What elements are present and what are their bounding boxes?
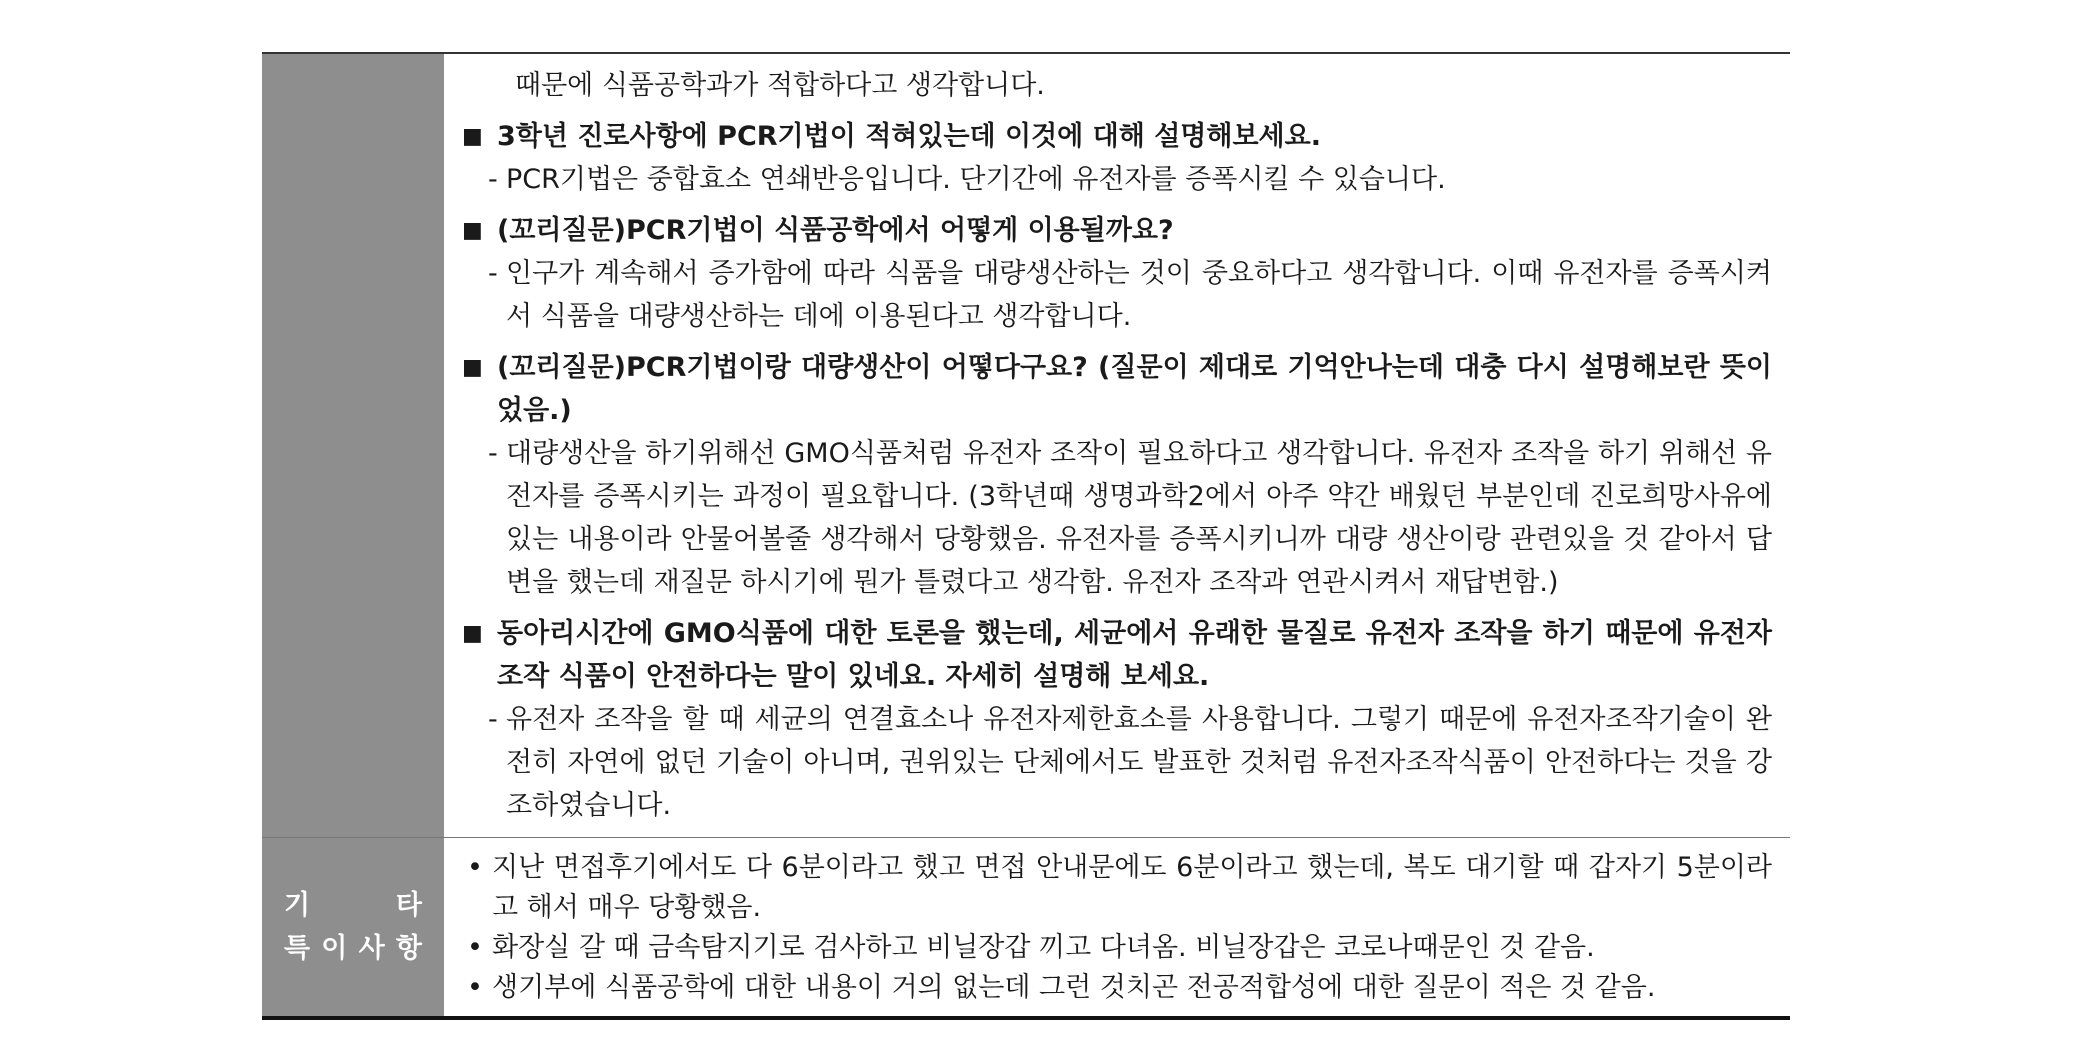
square-bullet-icon: ■ [462,124,483,149]
question-text: (꼬리질문)PCR기법이 식품공학에서 어떻게 이용될까요? [497,215,1174,246]
bullet-dot: • [467,852,483,883]
question-text: (꼬리질문)PCR기법이랑 대량생산이 어떻다구요? (질문이 제대로 기억안나는데 대충 다시 설명해보란 뜻이었음.) [497,352,1772,426]
interview-table [262,52,1790,1020]
dash-marker: - [488,438,498,469]
answer-text: 유전자 조작을 할 때 세균의 연결효소나 유전자제한효소를 사용합니다. 그렇기 때문에 유전자조작기술이 완전히 자연에 없던 기술이 아니며, 권위있는 단체에서도 발표한 것처럼 유전자조작식품이 안전하다는 것을 강조하였습니다. [506,704,1772,821]
qa-content-cell [444,54,1790,837]
note-text: 화장실 갈 때 금속탐지기로 검사하고 비닐장갑 끼고 다녀옴. 비닐장갑은 코로나때문인 것 같음. [492,932,1595,963]
label-char: 기 [284,890,311,921]
label-char: 사 [358,933,385,964]
bullet-dot: • [467,972,483,1003]
note-item [458,968,1772,1008]
label-char: 특 [284,933,311,964]
answer-2 [488,252,1772,338]
square-bullet-icon: ■ [462,218,483,243]
note-text: 지난 면접후기에서도 다 6분이라고 했고 면접 안내문에도 6분이라고 했는데, 복도 대기할 때 갑자기 5분이라고 해서 매우 당황했음. [492,852,1772,923]
answer-text: 인구가 계속해서 증가함에 따라 식품을 대량생산하는 것이 중요하다고 생각합니다. 이때 유전자를 증폭시켜서 식품을 대량생산하는 데에 이용된다고 생각합니다. [506,258,1772,332]
notes-label-cell [262,838,444,1016]
label-char: 이 [321,933,348,964]
notes-content-cell [444,838,1790,1016]
answer-text: PCR기법은 중합효소 연쇄반응입니다. 단기간에 유전자를 증폭시킬 수 있습니다. [506,164,1446,195]
notes-row [262,837,1790,1016]
answer-1 [488,158,1772,201]
square-bullet-icon: ■ [462,355,483,380]
note-item [458,848,1772,928]
dash-marker: - [488,164,498,195]
question-text: 3학년 진로사항에 PCR기법이 적혀있는데 이것에 대해 설명해보세요. [497,121,1321,152]
label-line-2 [284,927,422,970]
label-char: 타 [395,890,422,921]
answer-3 [488,432,1772,604]
label-line-1 [284,884,422,927]
answer-text: 대량생산을 하기위해선 GMO식품처럼 유전자 조작이 필요하다고 생각합니다. 유전자 조작을 하기 위해선 유전자를 증폭시키는 과정이 필요합니다. (3학년때 생명과학2에서 아주 약간 배웠던 부분인데 진로희망사유에 있는 내용이라 안물어볼줄 생각해서 당황했음. 유전자를 증폭시키니까 대량 생산이랑 관련있을 것 같아서 답변을 했는데 재질문 하시기에 뭔가 틀렸다고 생각함. 유전자 조작과 연관시켜서 재답변함.) [506,438,1772,598]
note-text: 생기부에 식품공학에 대한 내용이 거의 없는데 그런 것치곤 전공적합성에 대한 질문이 적은 것 같음. [492,972,1656,1003]
qa-row-label-cell [262,54,444,837]
label-char: 항 [395,933,422,964]
question-text: 동아리시간에 GMO식품에 대한 토론을 했는데, 세균에서 유래한 물질로 유전자 조작을 하기 때문에 유전자 조작 식품이 안전하다는 말이 있네요. 자세히 설명해 보세요. [497,618,1772,692]
question-4 [462,612,1772,698]
bullet-dot: • [467,932,483,963]
question-2 [462,209,1772,252]
square-bullet-icon: ■ [462,621,483,646]
dash-marker: - [488,258,498,289]
answer-4 [488,698,1772,827]
note-item [458,928,1772,968]
question-1 [462,115,1772,158]
continuation-text: 때문에 식품공학과가 적합하다고 생각합니다. [515,70,1045,101]
qa-row [262,54,1790,837]
question-3 [462,346,1772,432]
dash-marker: - [488,704,498,735]
